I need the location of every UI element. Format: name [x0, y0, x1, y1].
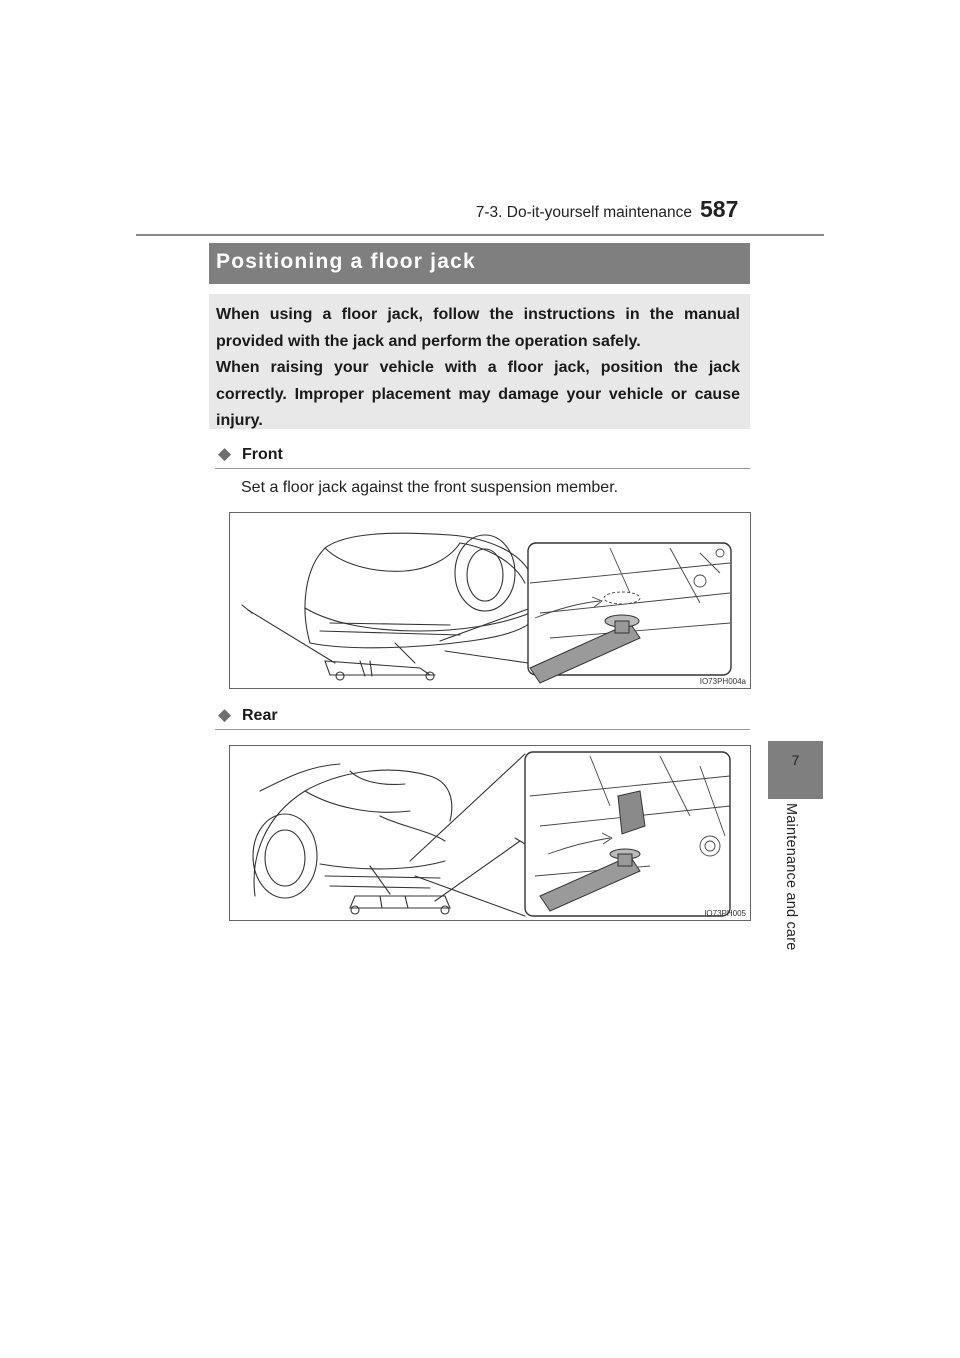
front-jack-illustration: [230, 513, 750, 688]
intro-paragraph-1: When using a floor jack, follow the instructions in the manual provided with the jack and perform the operation safely.: [216, 306, 740, 350]
diamond-icon: ◆: [218, 705, 232, 724]
rear-jack-figure: [229, 745, 751, 921]
diamond-icon: ◆: [218, 444, 232, 463]
page-number: 587: [700, 196, 739, 222]
chapter-label: Maintenance and care: [783, 803, 799, 951]
front-rule: [215, 468, 750, 469]
chapter-number: 7: [791, 752, 800, 768]
rear-figure-code: IO73PH005: [704, 909, 746, 918]
page-title: Positioning a floor jack: [216, 250, 476, 273]
rear-heading: Rear: [242, 707, 278, 724]
front-instruction: Set a floor jack against the front suspension member.: [241, 479, 619, 496]
front-heading: Front: [242, 446, 283, 463]
intro-paragraph-2: When raising your vehicle with a floor jack, position the jack correctly. Improper placement may damage your vehicle or cause injury.: [216, 359, 740, 429]
header-rule: [136, 234, 824, 236]
front-jack-figure: [229, 512, 751, 689]
rear-rule: [215, 729, 750, 730]
rear-jack-illustration: [230, 746, 750, 920]
section-title: 7-3. Do-it-yourself maintenance: [475, 204, 692, 221]
chapter-tab[interactable]: [768, 741, 823, 799]
front-figure-code: IO73PH004a: [699, 677, 746, 686]
